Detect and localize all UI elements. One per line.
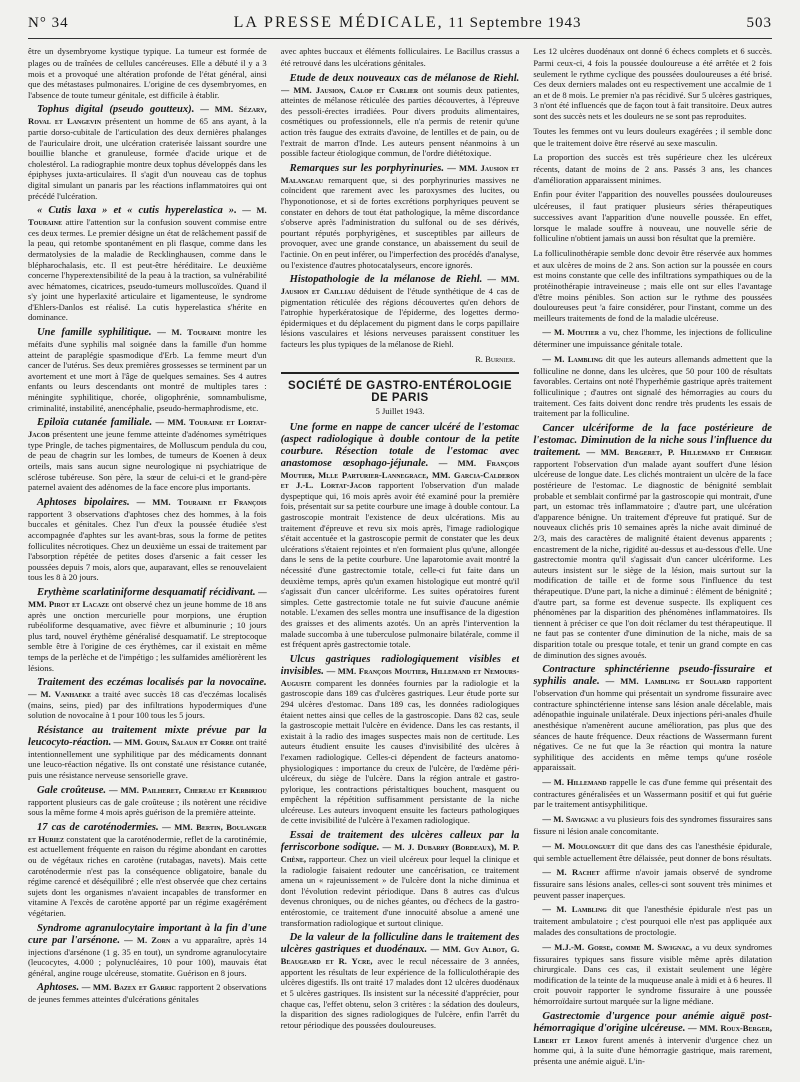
paragraph [281,163,520,270]
paragraph [28,417,267,493]
paragraph [533,942,772,1007]
paragraph-authors: — M. Rachet [542,867,600,878]
paragraph [281,654,520,826]
paragraph-authors: — MM. Touraine et Lortat-Jacob [28,417,267,440]
paragraph-text: affirme n'avoir jamais observé de syndrome fissuraire sans lésions anales, celles-ci sont souvent très minimes et peuvent passer inaperçues. [533,867,772,900]
paragraph [533,248,772,324]
paragraph-text: avec aphtes buccaux et éléments folliculaires. Le Bacillus crassus a été retrouvé dans les ulcérations génitales. [280,46,520,68]
paragraph-text: remarquent que, si des porphyrinuries massives ne coïncident que rarement avec les paroxysmes des lucites, ou l'hyponotionose, et si de fortes excrétions porphyriques peuvent se constater en dehors de tout état pathologique, la même discordance s'observe après l'administration du sulfonal ou de ses dérivés, pourtant réputés porphyrigènes, et susceptibles par ailleurs de provoquer, avec une grande constance, un abaissement du seuil de l'actinie. On en peut inférer, ou l'imperfection des procédés d'analyse, ou l'existence d'autres photocatalyseurs, encore ignorés. [280,174,520,270]
paragraph-authors: — M. Touraine [157,327,222,338]
paragraph-text: dit que dans des cas l'anesthésie épidurale, qui semble actuellement être délaissée, peut donner de bons résultats. [533,840,772,863]
paragraph-heading: Erythème scarlatiniforme desquamatif récidivant. [37,586,256,598]
paragraph-heading: Une forme en nappe de cancer ulcéré de l'estomac (aspect radiologique à double contour de la petite courbure. Résection totale de l'estomac avec anastomose œsophago-jéjunale. [280,421,520,469]
paragraph-heading: Aphtoses. [37,982,80,994]
dermatology-reports [281,46,520,350]
paragraph [533,904,772,937]
paragraph [28,677,267,721]
issue-date: 11 Septembre 1943 [448,15,582,31]
paragraph-text: a traité avec succès 18 cas d'eczémas localisés (mains, seins, pied) par des infiltrations hypodermiques d'une solution de novocaïne à 1 pour 100 tous les 5 jours. [28,689,267,721]
paragraph-authors: — M. Hillemand [542,776,607,787]
paragraph-authors: — M. Zorn [124,934,171,945]
society-title: SOCIÉTÉ DE GASTRO-ENTÉROLOGIE DE PARIS [281,372,520,404]
paragraph [281,73,520,159]
journal-name: LA PRESSE MÉDICALE, [233,14,444,31]
paragraph-text: rapportent l'observation d'un homme qui présentait un syndrome fissuraire avec contracture sphinctérienne intense sans lésion anale décelable, mais adénopathie inguinale unilatérale. Deux injections péri-anales d'huile anesthésique n'amenèrent aucune amélioration, pas plus que des séances de haute fréquence. Deux réactions de Wassermann furent négatives. Ce ne fut que la 3e réaction qui montra la nature syphilitique des accidents en même temps qu'une roséole apparaissait. [533,676,772,773]
paragraph-heading: Remarques sur les porphyrinuries. [289,162,445,174]
paragraph [28,785,267,818]
paragraph-heading: Etude de deux nouveaux cas de mélanose de Riehl. [289,72,520,84]
paragraph-text: rapportent plusieurs cas de gale croûteuse ; ils notèrent une récidive sous la même forme 4 mois après guérison de la première atteinte. [28,796,267,818]
paragraph-authors: — MM. Bazex et Garric [81,982,176,993]
paragraph-text: rapportent l'observation d'un malade ayant souffert d'une lésion ulcéreuse de longue date. Les clichés montraient un ulcère de la face postérieure de l'estomac. Le diagnostic de bénignité semblait probable et semblait confirmé par la gastroscopie qui montrait, d'une part, un estomac très inflammatoire ; d'autre part, une ulcération d'apparence bénigne. Un traitement d'épreuve fut pratiqué. Sur de nouveaux clichés pris 10 semaines après la niche avait diminué de 2/3, mais des caractères de malignité étaient devenus apparents ; encastrement de la niche, rigidité au-dessus et au-dessous d'elle. Une gastrectomie montra qu'il s'agissait d'un cancer ulcériforme. Les auteurs insistent sur le siège de la lésion, mais surtout sur la modification de taille et de forme sous l'influence du test thérapeutique. D'une part, la niche a diminué : élément de bénignité ; d'autre part, sa forme est devenue suspecte. Ils expliquent ces phénomènes par la disparition des phénomènes inflammatoires. Ils tiennent à préciser ce que l'on doit réclamer du test thérapeutique. Il ne faut pas se contenter d'une diminution de la niche, mais de sa disparition totale ou presque totale, et tenir un grand compte en cas de diminution des signes avoués. [533,458,772,660]
paragraph-text: comparent les données fournies par la radiologie et la gastroscopie dans 189 cas d'ulcères gastriques. Leur étude porte sur 294 ulcères d'estomac. Dans 189 cas, les données radiologiques étaient nettes ainsi que celles de la gastroscopie. Dans 82 cas, seule la gastroscopie mettait l'ulcère en évidence. Dans les cas restants, il existait à la radio des images suspectes mais non de certitude. Les auteurs étudient ensuite les causes d'invisibilité des ulcères à l'examen radiologique. Celles-ci dépendent de facteurs anatomo-physiologiques : importance du creux de l'ulcère, de l'œdème péri-ulcéreux, du siège de l'ulcère. Dans la région antrale et gastro-pylorique, les contractions péristaltiques bouchent, masquent ou empêchent la répétition suffisamment persistante de la niche ulcéreuse. Les auteurs invoquent ensuite les facteurs pathologiques de cette invisibilité de l'ulcère à l'examen radiologique. [280,677,520,826]
gastro-reports [281,422,520,1031]
column-left [28,46,267,1076]
paragraph-text: rapportent 2 observations de jeunes femmes atteintes d'ulcérations génitales [28,982,267,1005]
paragraph-authors: — M. Moutier [542,327,600,338]
paragraph-heading: Une famille syphilitique. [37,327,152,339]
paragraph-authors: — M. Lambling [542,904,607,915]
paragraph-authors: — M. Savignac [542,814,599,825]
paragraph [28,205,267,323]
paragraph-text: attire l'attention sur la confusion souvent commise entre ces deux termes. Le premier désigne un état de relâchement passif de la peau, qui retombe spontanément en pli flasque, comme dans les dermatolysies de la maladie de Recklinghausen, comme dans le blépharochalasis, etc. Il est peut-être héréditaire. Le deuxième concerne l'hyperextensibilité de la peau à la traction, sa vulnérabilité avec hématomes, cicatrices, pseudo-tumeurs molluscoïdes. Quand il s'y joint une hyperlaxité articulaire et ligamenteuse, le syndrome d'Ehlers-Danlos est réalisé. La cutis hyperelastica s'hérite en dominance. [28,217,267,323]
paragraph-authors: — MM. Jausion, Calop et Carlier [280,84,419,95]
issue-number: N° 34 [28,15,69,31]
paragraph [533,327,772,350]
paragraph-authors: — MM. Bergeret, P. Hillemand et Cherigie [586,446,772,457]
paragraph-heading: Histopathologie de la mélanose de Riehl. [289,274,483,286]
paragraph [281,422,520,650]
paragraph [28,497,267,583]
paragraph [28,982,267,1005]
paragraph [533,152,772,185]
paragraph [28,923,267,979]
paragraph-authors: — M. Vanhaeke [28,689,92,700]
article-columns [28,46,772,1076]
paragraph-heading: Ulcus gastriques radiologiquement visibles et invisibles. [280,653,520,677]
paragraph-text: a vu, chez l'homme, les injections de folliculine déterminer une impuissance génitale totale. [533,327,772,350]
column-middle [281,46,520,1076]
paragraph-heading: Contracture sphinctérienne pseudo-fissuraire et syphilis anale. [533,664,772,688]
page-header [28,14,772,39]
paragraph-text: furent amenés à intervenir d'urgence chez un homme qui, à la suite d'une hémorragie gastrique, mais rarement, présenta une anémie aiguë. L'in- [533,1034,772,1066]
paragraph [281,274,520,350]
paragraph-authors: — MM. Roux-Berger, Libert et Leroy [533,1022,772,1045]
page-number: 503 [746,15,772,31]
paragraph [533,777,772,810]
paragraph [28,822,267,919]
paragraph-text: présentent un homme de 65 ans ayant, à la partie dorso-cubitale de l'articulation des deux dernières phalanges de l'auriculaire droit, une ulcération craterisée laissant sourdre une bouillie blanche et granuleuse, formée d'acide urique et de cholestérol. La radiographie montre deux tophus développés dans les épiphyses juxta-articulaires. Il s'agit d'un nouveau cas de tophus digital simulant un panaris par les réactions inflammatoires qui ont précédé l'ulcération. [28,116,267,201]
paragraph-heading: Syndrome agranulocytaire important à la fin d'une cure par l'arsénone. [28,922,267,946]
paragraph-authors: — MM. Jausion et Malangeau [280,162,520,185]
paragraph-text: rapportent l'observation d'un malade dyspeptique qui, 16 mois après avoir été examiné pour la première fois, présentait sur sa petite courbure une image à double contour. La gastroscopie montrait l'existence de deux ulcérations. Mis au traitement d'épreuve et revu six mois après, l'image radiologique s'était accentuée et la gastroscopie permit de constater que les deux ulcérations s'étaient rejointes et n'en formaient plus qu'une, allongée dans le sens de la petite courbure. Une laparotomie avait montré la nécessité d'une gastrectomie totale, celle-ci fut faite dans un deuxième temps, après qu'un examen histologique eut montré qu'il s'agissait d'un cancer ulcériforme. Les suites opératoires furent simples. Cette gastrectomie totale ne fut suivie d'aucune anémie notable. L'examen des selles montra une insuffisance de la digestion des graisses et des aliments azotés. Un an après l'intervention la malade succomba à une tuberculose pulmonaire bilatérale, comme il est fréquent après gastrectomie totale. [280,480,520,650]
paragraph-text: dit que l'anesthésie épidurale n'est pas un traitement ambulatoire ; c'est pourquoi elle n'est pas appliquée aux malades des consultations de proctologie. [533,904,772,938]
paragraph [28,104,267,201]
paragraph [533,354,772,419]
paragraph-heading: Traitement des eczémas localisés par la novocaïne. [37,677,267,689]
paragraph-heading: Cancer ulcériforme de la face postérieure de l'estomac. Diminution de la niche sous l'influence du traitement. [533,422,772,458]
report-signature: R. Burnier. [475,353,516,364]
paragraph-authors: — M. Moulonguet [542,840,616,851]
paragraph [533,423,772,660]
paragraph-heading: Gastrectomie d'urgence pour anémie aiguë post-hémorragique d'origine ulcéreuse. [533,1010,772,1034]
paragraph-authors: — MM. Touraine et François [136,496,267,507]
paragraph [281,46,520,69]
paragraph-text: Les 12 ulcères duodénaux ont donné 6 échecs complets et 6 succès. Parmi ceux-ci, 4 fois la poussée douloureuse a été arrêtée et 2 fois seulement le rythme cyclique des poussées douloureuses a été brisé. Ces deux derniers malades ont eu respectivement une accalmie de 1 an et de 8 mois. Le premier n'a pas récidivé. Sur 5 ulcères gastriques, 3 n'ont été influencés que de façon tout à fait transitoire. Deux autres sont des succès nets et les douleurs ne se sont pas reproduites. [533,46,772,121]
paragraph-heading: De la valeur de la folliculine dans le traitement des ulcères gastriques et duodénaux. [280,932,520,956]
paragraph-authors: — M. J. Dubarry (Bordeaux), M. P. Chêne, [280,842,520,865]
paragraph-authors: — M. Lambling [542,353,603,364]
paragraph [28,587,267,673]
paragraph [533,841,772,864]
paragraph-text: La proportion des succès est très supérieure chez les ulcéreux récents, datant de moins de 2 ans. Passés 3 ans, les chances d'amélioration apparaissent minimes. [533,152,772,185]
paragraph-text: ont soumis deux patientes, atteintes de mélanose réticulée des parties découvertes, à l'épreuve des pessoli-érectes irradiées. Pour divers produits alimentaires, cosmétiques ou professionnels, elle n'a permis de retenir qu'une action très faugue des extraits d'avoine, de lentilles et de pain, ou de l'extrait de marron d'Inde. Les auteurs pensent néanmoins à un possible facteur étiologique commun, de l'ordre diététoxique. [280,84,520,159]
paragraph-text: présentent une jeune femme atteinte d'adénomes symétriques type Pringle, de taches pigmentaires, de Molluscum pendula du cou, de peau de chagrin sur les lombes, de tumeurs de Koenen à deux orteils, mais sans aucun signe neurologique ni psychiatrique de sclérose tubéreuse. Son père, la sœur de celui-ci et le grand-père paternel avaient des adénomes de la face encore plus importants. [28,429,267,493]
paragraph-authors: — MM. Lambling et Soulard [605,676,731,687]
paragraph [28,327,267,413]
paragraph-authors: — MM. Jausion et Cailliau [280,274,520,297]
paragraph [533,867,772,900]
paragraph [533,189,772,243]
paragraph-heading: 17 cas de caroténodermies. [37,821,159,833]
paragraph [281,932,520,1030]
paragraph-authors: — MM. Pirot et Lacaze [28,586,267,609]
paragraph-authors: — MM. Pailheret, Chereau et Kerbiriou [109,784,267,795]
paragraph-text: La folliculinothérapie semble donc devoir être réservée aux hommes et aux ulcères de moins de 2 ans. Son action sur la poussée en cours est moins constante que celle des infiltrations sympathiques ou de la protéinothérapie intraveineuse ; mais elle ont sur elles l'avantage d'être moins pénibles. Son action sur le rythme des poussées douloureuses peut 'a faire considérer, pour l'instant, comme un des meilleurs traitements de fond de la maladie ulcéreuse. [533,247,772,323]
paragraph-heading: Gale croûteuse. [37,784,107,796]
paragraph-text: dit que les auteurs allemands admettent que la folliculine ne donne, dans les ulcères, que 50 pour 100 de résultats favorables. Certains ont noté l'hyperhémie gastrique après traitement folliculinique ; d'autres ont signalé des hémorragies au cours du traitement. Ces faits doivent donc rendre très prudents les essais de traitement par la folliculine. [533,353,772,419]
paragraph [28,725,267,781]
paragraph-text: constatent que la caroténodermie, reflet de la carotinémie, est actuellement fréquente en raison du régime abondant en carottes ou de végétaux riches en carotène (rutabagas, navets). Mais cette caroténodermie n'est pas la conséquence obligatoire, banale du régime carencé et déséquilibré ; elle n'est observée que chez certains sujets dont les organismes n'avaient incapables de transformer en vitamine A l'excès de carotène apporté par un régime exagérément végétarien. [28,833,267,918]
paragraph-authors: — MM. Bertin, Boulanger et Huriez [28,821,267,844]
paragraph-text: rapportent 3 observations d'aphtoses chez des hommes, à la fois buccales et génitales. Chez l'un d'eux la poussée étudiée s'est accompagnée d'aphtes sur les avant-bras, sous la forme de petites folliculites nécrotiques. Chez un deuxième un essai de traitement par l'absorption répétée de petites doses d'arsenic a fait cesser les poussées depuis 7 mois, alors que, auparavant, elles se renouvelaient tous les 8 à 20 jours. [28,508,267,583]
column-right [533,46,772,1076]
paragraph [533,46,772,122]
paragraph-authors: — MM. François Moutier, Hillemand et Nemours-Auguste [280,665,520,688]
paragraph [533,814,772,837]
paragraph-authors: — M. Touraine [28,205,267,228]
paragraph-heading: Résistance au traitement mixte prévue par la leucocyto-réaction. [28,724,267,748]
paragraph-text: avec le recul nécessaire de 3 années, apportent les résultats de leur expérience de la folliculothérapie des ulcères digestifs. Ils ont traité 17 malades dont 12 ulcères duodénaux et 5 ulcères gastriques. Ils insistent sur la nécessité d'apprécier, pour chaque cas, l'effet obtenu, selon 3 critères : la sédation des douleurs, la disparition des signes radiologiques de l'ulcère, enfin l'arrêt du retour périodique des poussées douloureuses. [280,956,520,1030]
paragraph-text: Toutes les femmes ont vu leurs douleurs exagérées ; il semble donc que le traitement doive être réservé au sexe masculin. [533,125,772,148]
paragraph-text: rapporteur. Chez un vieil ulcéreux pour lequel la clinique et la radiologie faisaient redouter une cancérisation, ce traitement amena un « rajeunissement » de l'ulcère dont la niche diminua et dont l'évolution redevint périodique. Dans 8 autres cas d'ulcus devenus chroniques, ou de niches géantes, ou d'échecs de la gastro-entérostomie, ce traitement d'une innocuité absolue a amené une transformation radiologique et surtout clinique. [280,854,520,928]
paragraph-text: ont observé chez un jeune homme de 18 ans après une onction mercurielle pour morpions, une éruption rubéoliforme desquamative, avec fièvre et albuminurie ; 10 jours plus tard, nouvel érythème généralisé desquamatif. Le streptocoque semble être à l'origine de ces érythèmes, car il existait en même temps de la perlèche et de l'impétigo ; les sulfamides améliorèrent les lésions. [28,598,267,673]
paragraph-text: a vu plusieurs fois des syndromes fissuraires sans fissure ni lésion anale concomitante. [533,814,772,837]
paragraph-heading: Essai de traitement des ulcères calleux par la ferriscorbone sodique. [280,830,520,854]
paragraph [281,830,520,928]
paragraph-text: montre les méfaits d'une syphilis mal soignée dans la famille d'un homme atteint de paraplégie spasmodique d'Erb. La femme meurt d'un cancer de l'utérus. Ses deux premières grossesses se terminent par un avortement et une mort à l'âge de quelques semaines. Ses 4 autres enfants ou leurs descendants ont montré de multiples tares : méningite syphilitique, chorée, oligophrénie, somnambulisme, criminalité, instabilité, anencéphalie, pseudo-hermaphrodisme, etc. [28,327,267,413]
paragraph-text: déduisent de l'étude synthétique de 4 cas de pigmentation réticulée des régions découvertes qu'en dehors de l'atrophie hyperkératosique de l'épiderme, des logettes dermo-épidermiques et du déplacement du pigment dans le corps papillaire lésions vasculaires et lésions nerveuses paraissent constituer les facteurs les plus typiques de la mélanose de Riehl. [280,286,520,350]
paragraph-authors: — MM. Guy Albot, G. Beaugeard et R. Ycre, [280,944,520,967]
paragraph-authors: — MM. François Moutier, Mlle Parturier-Lannegrace, MM. Garcia-Calderon et J.-L. Lortat-Jacob [280,457,520,491]
paragraph-heading: « Cutis laxa » et « cutis hyperelastica ». [37,205,237,217]
paragraph-heading: Epiloïa cutanée familiale. [37,417,153,429]
paragraph-text: être un dysembryome kystique typique. La tumeur est formée de plages ou de traînées de cellules cancéreuses. Elle a débuté il y a 3 mois et a provoqué une altération profonde de l'état général, ainsi que des métastases pulmonaires. L'origine de ces dysembryomes, en l'absence de toute tumeur génitale, est difficile à établir. [28,46,267,100]
paragraph-authors: — MM. Sézary, Roval et Langevin [28,104,267,127]
paragraph [533,126,772,149]
paragraph-text: rappelle le cas d'une femme qui présentait des contractures généralisées et un Wassermann positif et qui fut guérie par le traitement antisyphilitique. [533,776,772,810]
paragraph-authors: — MM. Gouin, Salaun et Corre [113,736,234,747]
paragraph-authors: — M.J.-M. Gorse, comme M. Savignac, [542,941,693,952]
paragraph [533,664,772,773]
paragraph [28,46,267,100]
paragraph-text: a vu apparaître, après 14 injections d'arsénone (1 g. 35 en tout), un syndrome agranulocytaire (leucocytes, 4.000 ; polynucléaires, 10 pour 100), mauvais état général, angine rouge ulcéreuse, stomatite. Guérison en 8 jours. [28,934,267,978]
paragraph [533,1011,772,1067]
paragraph-heading: Aphtoses bipolaires. [37,496,130,508]
paragraph-heading: Tophus digital (pseudo goutteux). [37,104,195,116]
society-date: 5 Juillet 1943. [375,405,425,416]
paragraph-text: ont traité intentionnellement une syphilitique par des médicaments donnant une leuco-réaction négative. Ils ont constaté une résistance cutanée, puis une résistance nerveuse sensorielle grave. [28,736,267,781]
journal-title [234,14,582,32]
paragraph-text: a vu deux syndromes fissuraires typiques sans fissure visible même après dilatation chirurgicale. Dans ces cas, il existait seulement une légère modification de la teinte de la muqueuse anale à midi et à 6 heures. Il croit pouvoir rapporter le syndrome fissuraire à une poussée hémorroïdaire surtout marquée sur la ligne médiane. [533,941,772,1006]
paragraph-text: Enfin pour éviter l'apparition des nouvelles poussées douloureuses ulcéreuses, il faut pratiquer plusieurs séries thérapeutiques successives avant l'apparition d'une nouvelle poussée. En effet, lorsque le malade souffre à nouveau, une nouvelle série de folliculine n'obtient jamais un aussi bon résultat que la première. [533,189,772,244]
